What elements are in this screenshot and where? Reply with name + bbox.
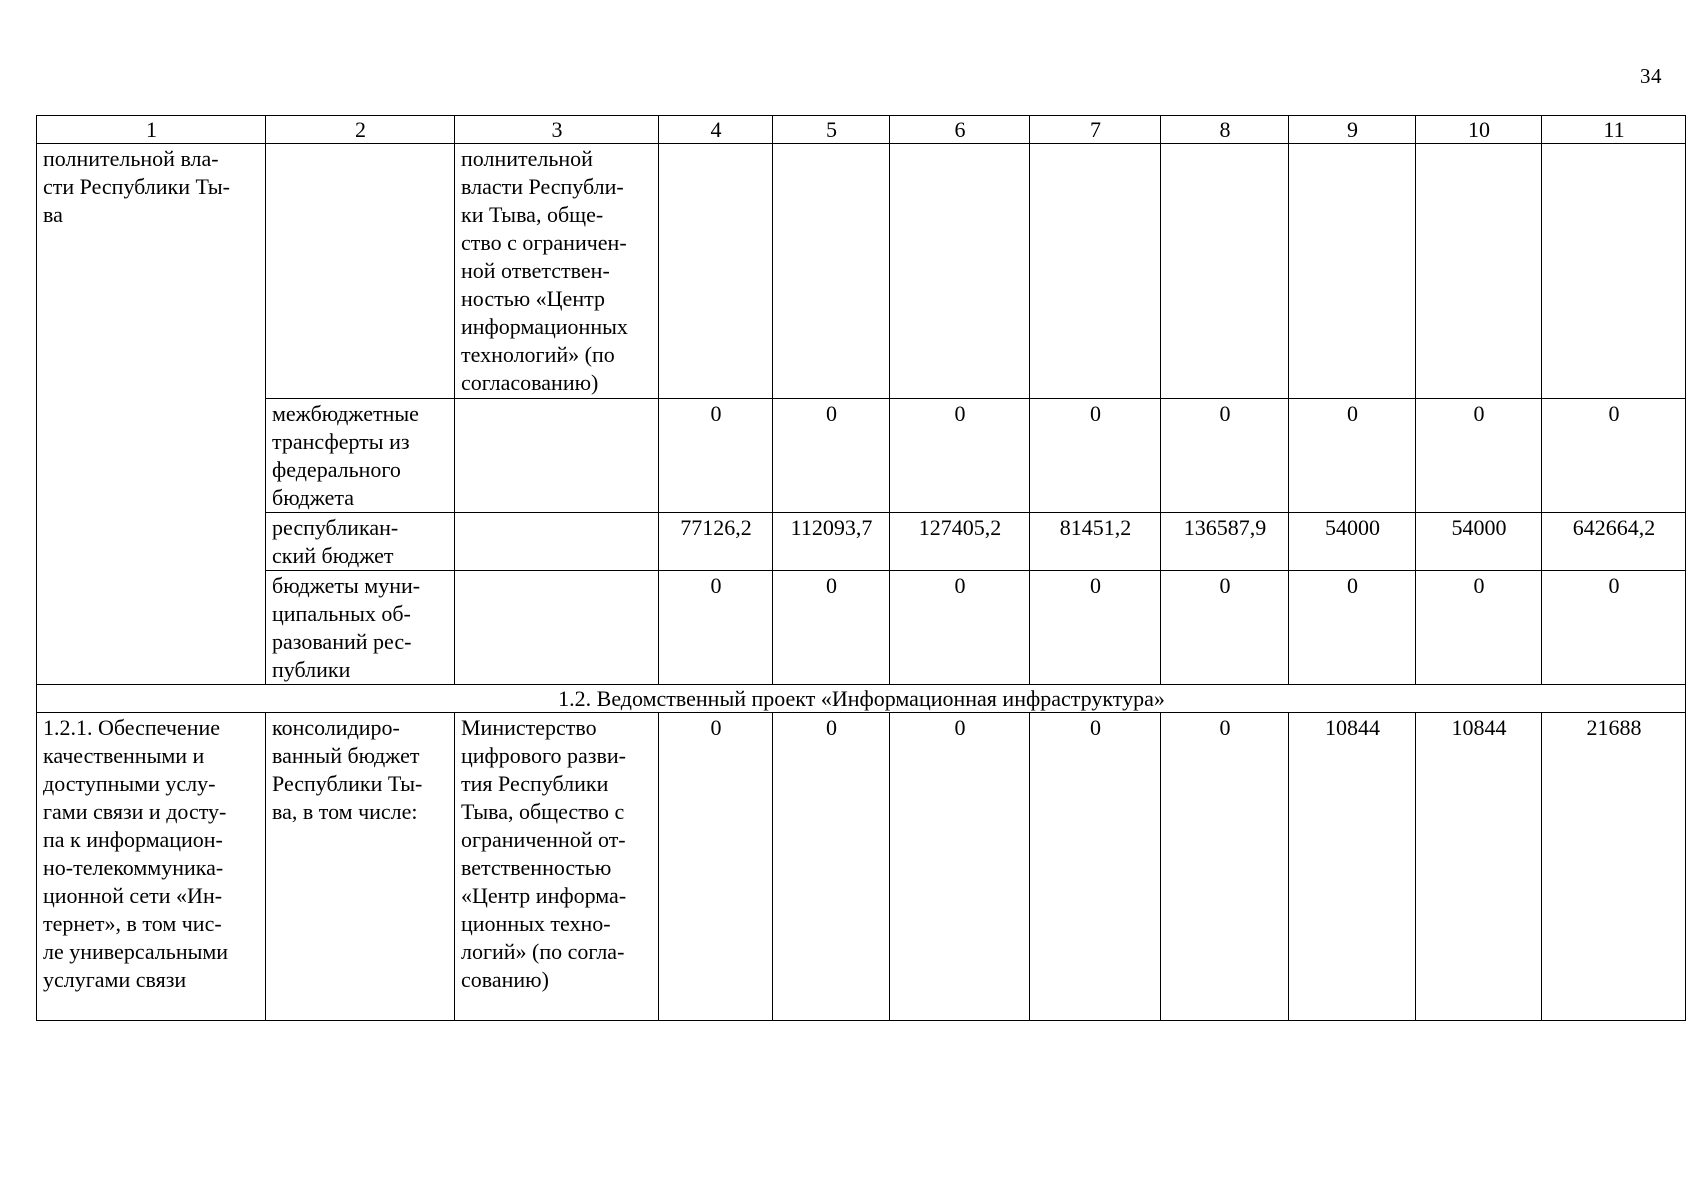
column-header: 5: [773, 116, 890, 144]
value-cell: 127405,2: [890, 513, 1030, 571]
value-cell: 0: [890, 399, 1030, 513]
value-cell: 0: [1416, 399, 1542, 513]
value-cell: 10844: [1289, 713, 1416, 1021]
value-cell: 0: [659, 399, 773, 513]
column-header: 11: [1542, 116, 1686, 144]
value-cell: 0: [1161, 571, 1289, 685]
value-cell: 0: [1161, 399, 1289, 513]
value-cell: 0: [1030, 571, 1161, 685]
executor-body-cell: полнительной вла- сти Республики Ты- ва: [37, 144, 266, 685]
column-header: 6: [890, 116, 1030, 144]
value-cell: 0: [1030, 713, 1161, 1021]
funding-source-cell: республикан- ский бюджет: [266, 513, 455, 571]
value-cell: 0: [890, 713, 1030, 1021]
column-header: 7: [1030, 116, 1161, 144]
value-cell: 0: [890, 571, 1030, 685]
table-row: [37, 571, 1686, 685]
value-cell: 10844: [1416, 713, 1542, 1021]
column-header: 1: [37, 116, 266, 144]
value-cell: 112093,7: [773, 513, 890, 571]
column-header: 10: [1416, 116, 1542, 144]
value-cell: 77126,2: [659, 513, 773, 571]
value-cell: 0: [1542, 399, 1686, 513]
budget-table: [36, 115, 1686, 1021]
column-header: 2: [266, 116, 455, 144]
value-cell: 642664,2: [1542, 513, 1686, 571]
column-header: 4: [659, 116, 773, 144]
value-cell: 0: [659, 713, 773, 1021]
table-row: [37, 513, 1686, 571]
value-cell: 21688: [1542, 713, 1686, 1021]
funding-source-cell: консолидиро- ванный бюджет Республики Ты- ва, в том числе:: [266, 713, 455, 1021]
measure-name-cell: 1.2.1. Обеспечение качественными и доступными услу- гами связи и досту- па к информацион- но-телекоммуника- ционной сети «Ин- тернет», в том чис- ле универсальными услугами связи: [37, 713, 266, 1021]
value-cell: 0: [1289, 571, 1416, 685]
value-cell: 136587,9: [1161, 513, 1289, 571]
value-cell: 81451,2: [1030, 513, 1161, 571]
empty-cell: [266, 144, 455, 399]
value-cell: 0: [773, 571, 890, 685]
value-cell: 0: [1542, 571, 1686, 685]
page-number: 34: [1640, 64, 1662, 88]
value-cell: 0: [1030, 399, 1161, 513]
value-cell: 0: [659, 571, 773, 685]
value-cell: 0: [1416, 571, 1542, 685]
value-cell: 54000: [1416, 513, 1542, 571]
funding-source-cell: бюджеты муни- ципальных об- разований рес- публики: [266, 571, 455, 685]
column-header: 3: [455, 116, 659, 144]
section-title: 1.2. Ведомственный проект «Информационная инфраструктура»: [37, 685, 1686, 713]
table-row: [37, 713, 1686, 1021]
section-row: [37, 685, 1686, 713]
value-cell: 54000: [1289, 513, 1416, 571]
empty-cell: [455, 513, 659, 571]
executor-cell: Министерство цифрового разви- тия Республики Тыва, общество с ограниченной от- ветственностью «Центр информа- ционных техно- логий» (по согла- сованию): [455, 713, 659, 1021]
column-header: 8: [1161, 116, 1289, 144]
value-cell: 0: [773, 399, 890, 513]
funding-source-cell: межбюджетные трансферты из федерального бюджета: [266, 399, 455, 513]
empty-cell: [455, 571, 659, 685]
table-row: [37, 399, 1686, 513]
table-row: [37, 144, 1686, 399]
column-number-row: [37, 116, 1686, 144]
column-header: 9: [1289, 116, 1416, 144]
executor-cell: полнительной власти Республи- ки Тыва, обще- ство с ограничен- ной ответствен- ностью «Центр информационных технологий» (по согласованию): [455, 144, 659, 399]
empty-cell: [455, 399, 659, 513]
value-cell: 0: [773, 713, 890, 1021]
value-cell: 0: [1161, 713, 1289, 1021]
value-cell: 0: [1289, 399, 1416, 513]
